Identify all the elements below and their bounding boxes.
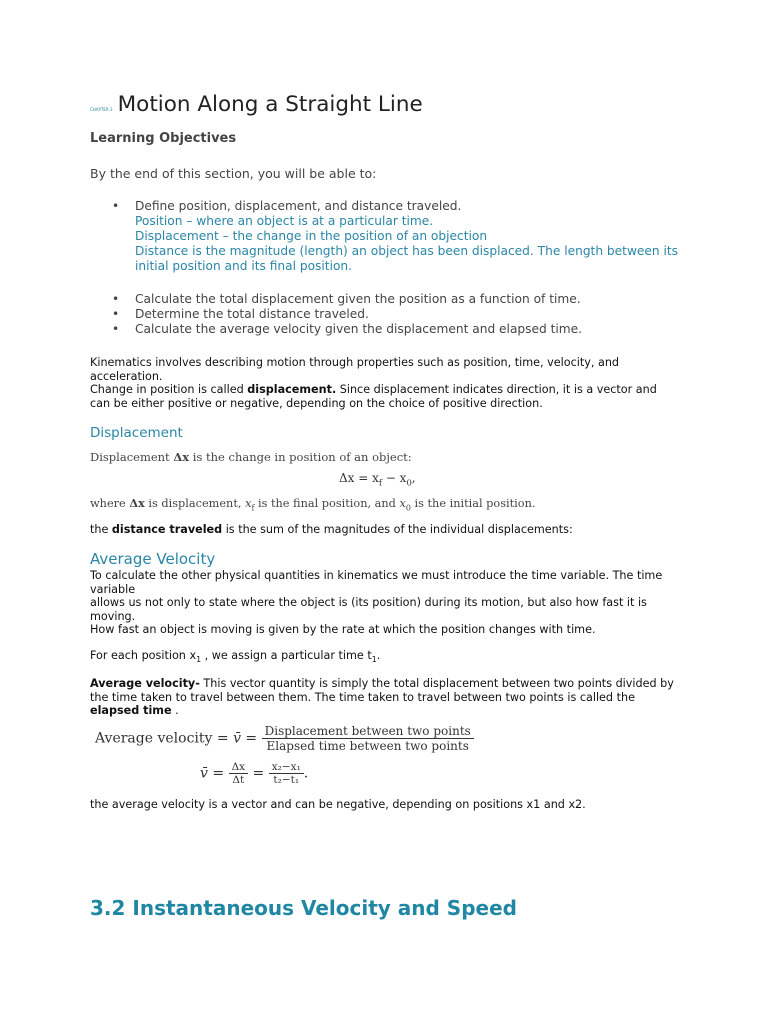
delta-fraction (229, 761, 249, 786)
displacement-definition (90, 450, 412, 464)
where-text: is the initial position. (410, 497, 536, 510)
x0-sub: 0 (405, 503, 411, 513)
distance-text: the (90, 523, 112, 536)
v-bar-symbol: v̄ (200, 765, 208, 782)
definition-text: . (171, 704, 179, 717)
equation-sub: f (378, 477, 382, 488)
fraction-denominator: Δt (232, 774, 245, 786)
kinematics-text: Since displacement indicates direction, it is a vector and can be either positive or negative, depending on the choice of positive direction. (90, 383, 657, 410)
paragraph-line: To calculate the other physical quantities in kinematics we must introduce the time variable. The time variable (90, 569, 663, 596)
where-text: is displacement, (144, 497, 246, 510)
average-velocity-heading: Average Velocity (90, 550, 216, 568)
distance-term: distance traveled (111, 523, 223, 536)
elapsed-time-term: elapsed time (90, 704, 172, 717)
x0-symbol: x (399, 497, 406, 510)
chapter-tag: CHAPTER 3 (90, 107, 113, 112)
kinematics-line-1: Kinematics involves describing motion through properties such as position, time, velocity, and acceleration. (90, 356, 620, 383)
position-note: Position – where an object is at a particular time. (135, 214, 434, 228)
delta-x-symbol: Δx (129, 496, 145, 510)
v-bar-symbol: v̄ (233, 730, 241, 747)
displacement-term: displacement. (247, 383, 337, 396)
formula-equals: = (240, 730, 262, 747)
distance-paragraph (90, 523, 690, 537)
formula-lhs: Average velocity = (95, 730, 234, 747)
formula-fraction (262, 724, 474, 753)
equation-sub: 0 (406, 477, 412, 488)
average-velocity-paragraph (90, 569, 675, 637)
list-item: • Calculate the total displacement given the position as a function of time. (90, 292, 710, 307)
objective-list-1 (90, 199, 690, 274)
average-velocity-formula (95, 724, 474, 753)
fraction-numerator: Δx (229, 761, 249, 774)
fraction-denominator: Elapsed time between two points (266, 739, 469, 753)
average-velocity-note: the average velocity is a vector and can be negative, depending on positions x1 and x2. (90, 798, 586, 811)
kinematics-text: Change in position is called (90, 383, 248, 396)
position-fraction (269, 761, 304, 786)
section-heading: 3.2 Instantaneous Velocity and Speed (90, 896, 517, 920)
list-item (90, 199, 690, 274)
displacement-heading: Displacement (90, 425, 183, 441)
where-text: is the final position, and (254, 497, 400, 510)
list-item: • Calculate the average velocity given the displacement and elapsed time. (90, 322, 710, 337)
paragraph-line: How fast an object is moving is given by the rate at which the position changes with time. (90, 623, 596, 636)
equation-part: Δx = x (339, 471, 379, 485)
list-item: • Determine the total distance traveled. (90, 307, 710, 322)
definition-text: Displacement (90, 450, 174, 464)
definition-text: is the change in position of an object: (189, 450, 412, 464)
chapter-heading (90, 92, 750, 117)
displacement-equation (339, 471, 416, 487)
formula-equals: = (252, 765, 269, 782)
fraction-numerator: x₂−x₁ (269, 761, 304, 774)
fraction-numerator: Displacement between two points (262, 724, 474, 739)
paragraph-line: allows us not only to state where the object is (its position) during its motion, but also how fast it is moving. (90, 596, 647, 623)
average-velocity-definition (90, 677, 675, 718)
displacement-where (90, 496, 535, 512)
formula-period: . (303, 765, 309, 782)
position-time-line (90, 649, 670, 667)
position-time-text: . (376, 649, 381, 662)
page-title: Motion Along a Straight Line (117, 92, 423, 117)
subscript: 1 (196, 655, 202, 665)
equation-part: − x (382, 471, 407, 485)
formula-equals: = (207, 765, 229, 782)
kinematics-paragraph (90, 356, 670, 410)
distance-note: Distance is the magnitude (length) an object has been displaced. The length between its initial position and its final position. (135, 244, 679, 273)
position-time-text: For each position x (90, 649, 197, 662)
where-text: where (90, 497, 130, 510)
distance-text: is the sum of the magnitudes of the individual displacements: (222, 523, 573, 536)
xf-sub: f (251, 503, 255, 513)
position-time-text: , we assign a particular time t (201, 649, 372, 662)
objective-list-2 (90, 292, 710, 337)
definition-text: This vector quantity is simply the total displacement between two points divided by the time taken to travel between them. The time taken to travel between two points is called the (90, 677, 674, 704)
delta-x-symbol: Δx (173, 450, 190, 464)
intro-text: By the end of this section, you will be able to: (90, 166, 377, 181)
average-velocity-term: Average velocity- (90, 677, 200, 690)
subscript: 1 (371, 655, 377, 665)
fraction-denominator: t₂−t₁ (273, 774, 300, 786)
xf-symbol: x (245, 497, 252, 510)
learning-objectives-heading: Learning Objectives (90, 131, 237, 146)
displacement-note: Displacement – the change in the position of an objection (135, 229, 488, 243)
average-velocity-formula-2 (200, 761, 308, 786)
objective-text: Define position, displacement, and distance traveled. (135, 199, 462, 213)
equation-part: , (411, 471, 416, 485)
